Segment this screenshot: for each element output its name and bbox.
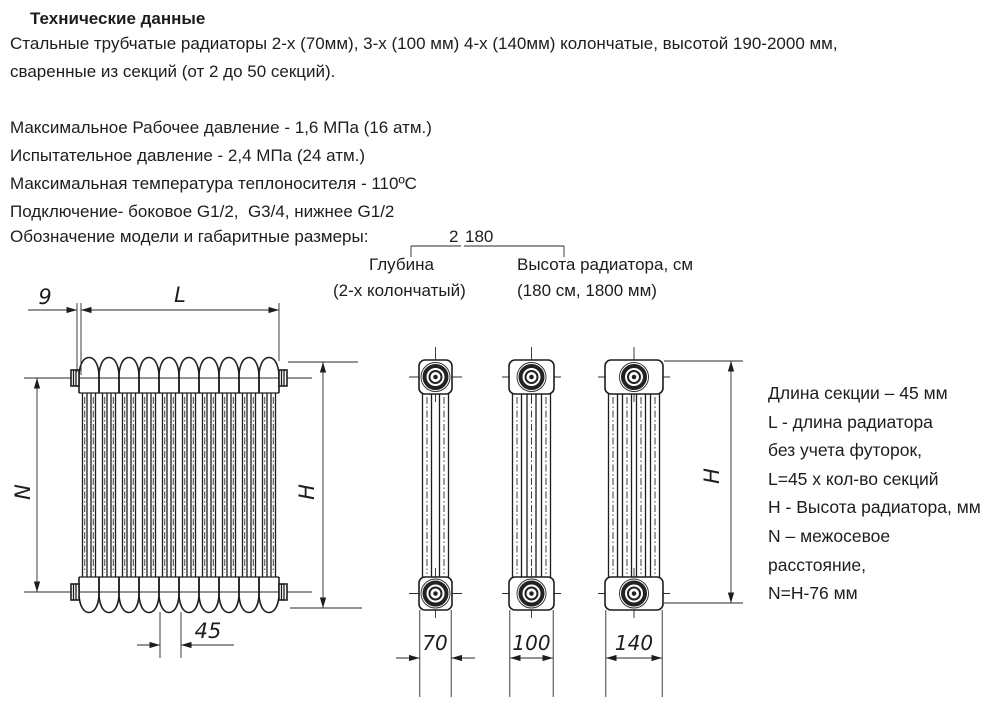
dimension-depth-140 — [606, 610, 662, 697]
page-title: Технические данные — [30, 9, 206, 28]
legend-l-definition-2: без учета футорок, — [768, 440, 922, 461]
dimension-section-45 — [137, 612, 234, 658]
dimension-depth-100 — [510, 610, 553, 697]
legend-n-formula: N=H-76 мм — [768, 583, 858, 604]
front-view-drawing — [11, 283, 362, 658]
model-height-code: 180 — [465, 227, 494, 246]
dimension-depth-70 — [396, 610, 475, 697]
spec-working-pressure: Максимальное Рабочее давление - 1,6 МПа (16 атм.) — [10, 118, 432, 137]
spec-test-pressure: Испытательное давление - 2,4 МПа (24 атм.) — [10, 146, 366, 165]
dim-label-H-side: H — [700, 468, 724, 484]
legend-h-definition: H - Высота радиатора, мм — [768, 497, 981, 518]
bushing-top-right — [279, 370, 287, 386]
dim-label-H-front: H — [295, 484, 319, 500]
dimension-height-side-H — [664, 361, 743, 603]
model-depth-name: Глубина — [369, 255, 434, 274]
legend-n-definition: N – межосевое — [768, 525, 891, 546]
dim-label-N: N — [11, 484, 35, 500]
legend-l-definition: L - длина радиатора — [768, 411, 933, 432]
legend-l-formula: L=45 х кол-во секций — [768, 468, 939, 489]
dim-label-100: 100 — [512, 631, 551, 655]
spec-list — [10, 114, 432, 226]
bushing-top-left — [71, 370, 79, 386]
dim-label-70: 70 — [422, 631, 448, 655]
port-top-140 — [620, 363, 649, 392]
spec-connection: Подключение- боковое G1/2, G3/4, нижнее G1/2 — [10, 202, 395, 221]
model-height-note: (180 см, 1800 мм) — [517, 281, 657, 300]
intro-line-2: сваренные из секций (от 2 до 50 секций). — [10, 62, 336, 81]
model-designation-label: Обозначение модели и габаритные размеры: — [10, 227, 369, 246]
port-top-100 — [517, 363, 546, 392]
model-depth-code: 2 — [449, 227, 459, 246]
dim-label-9: 9 — [38, 285, 52, 309]
model-depth-note: (2-х колончатый) — [333, 281, 466, 300]
intro-line-1: Стальные трубчатые радиаторы 2-х (70мм), 3-х (100 мм) 4-х (140мм) колончатые, высотой 190-2000 мм, — [10, 34, 838, 53]
front-view-sections — [79, 358, 279, 613]
dim-label-45: 45 — [194, 619, 222, 643]
port-bottom-70 — [421, 579, 450, 608]
dim-label-L: L — [174, 283, 186, 307]
spec-max-temperature: Максимальная температура теплоносителя - 110ºС — [10, 174, 417, 193]
dimension-offset-9 — [28, 285, 81, 375]
port-top-70 — [421, 363, 450, 392]
dimension-length-L — [81, 283, 279, 361]
legend-section-length: Длина секции – 45 мм — [768, 383, 948, 403]
port-bottom-100 — [517, 579, 546, 608]
side-view-140 — [598, 347, 670, 697]
bushing-bottom-right — [279, 584, 287, 600]
side-view-100 — [502, 347, 561, 697]
side-view-70 — [396, 347, 475, 697]
dimension-axis-N — [11, 378, 37, 592]
port-bottom-140 — [620, 579, 649, 608]
bushing-bottom-left — [71, 584, 79, 600]
model-height-name: Высота радиатора, см — [517, 255, 694, 274]
dimension-height-front-H — [288, 362, 362, 608]
legend-block — [768, 379, 981, 608]
legend-n-definition-2: расстояние, — [768, 554, 867, 575]
dim-label-140: 140 — [614, 631, 654, 655]
